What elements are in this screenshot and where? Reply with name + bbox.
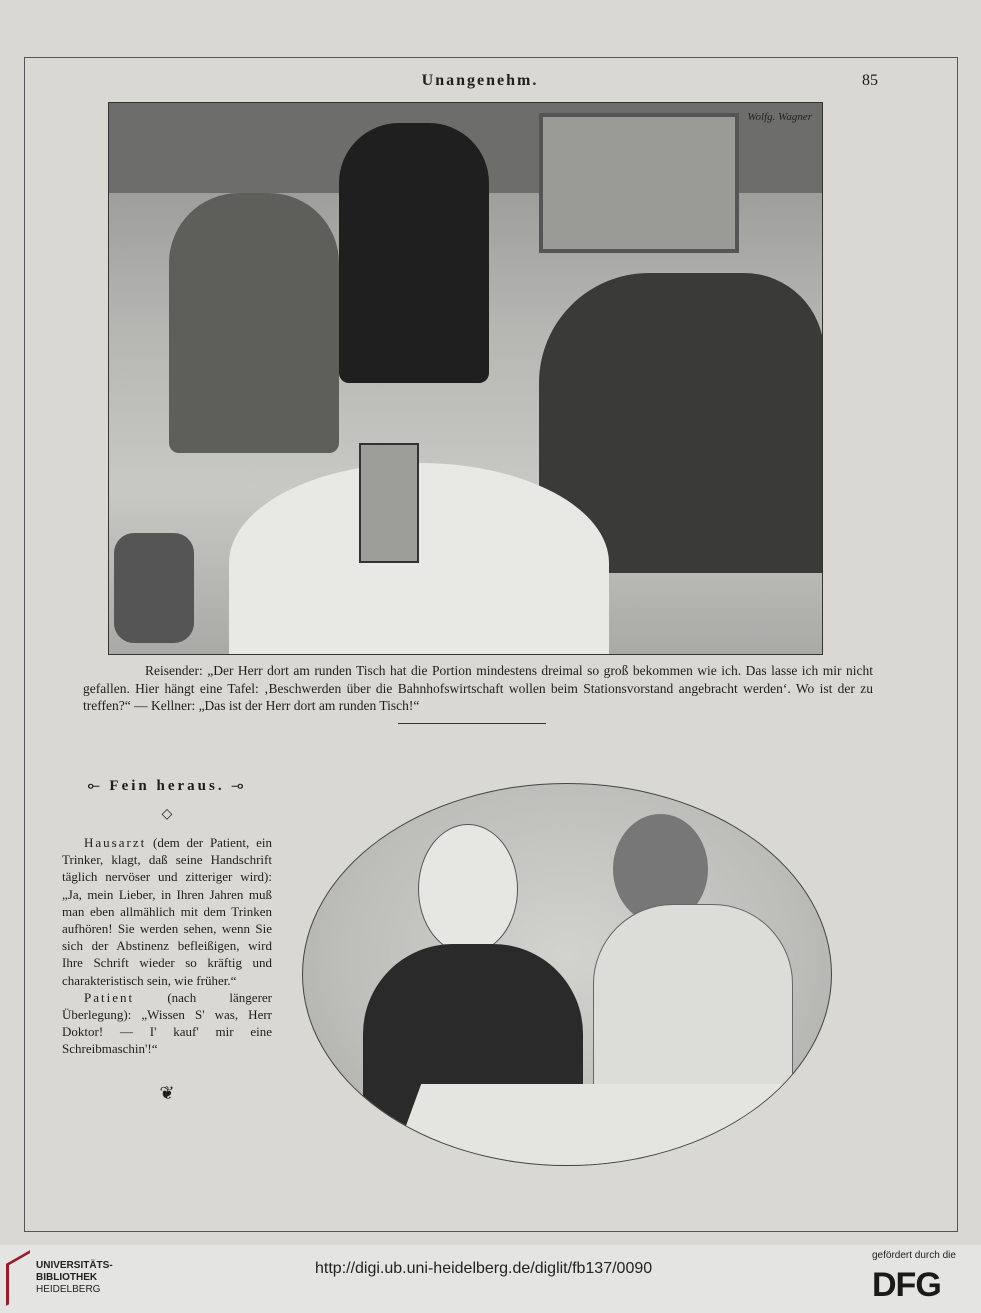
speaker-doctor: Hausarzt bbox=[84, 835, 147, 850]
ornament-vignette-icon: ❦ bbox=[159, 1082, 175, 1103]
library-line-2: BIBLIOTHEK bbox=[36, 1272, 98, 1283]
library-line-1: UNIVERSITÄTS- bbox=[36, 1260, 113, 1271]
dfg-logo[interactable]: DFG bbox=[872, 1266, 941, 1304]
artist-signature: Wolfg. Wagner bbox=[747, 111, 812, 123]
caption-unangenehm bbox=[83, 662, 873, 715]
caption-block bbox=[83, 662, 873, 724]
paragraph-2: (nach längerer Überlegung): „Wissen S' was, Herr Doktor! — I' kauf' mir eine Schreibmaschin'!“ bbox=[62, 989, 272, 1057]
paragraph-1: (dem der Patient, ein Trinker, klagt, daß seine Handschrift täglich nervöser und zitteriger wird): „Ja, mein Lieber, in Ihren Jahren muß man eben allmählich mit dem Trinken aufhören! Sie werden sehen, wenn Sie sich der Abstinenz befleißigen, wird Ihre Schrift wieder so kräftig und charakteristisch sein, wie früher.“ bbox=[62, 835, 272, 988]
article-text bbox=[62, 806, 272, 1104]
caption-text: Reisender: „Der Herr dort am runden Tisch hat die Portion mindestens dreimal so groß bekommen wie ich. Das lasse ich mir nicht gefallen. Hier hängt eine Tafel: ‚Beschwerden über die Bahnhofswirtschaft wollen beim Stationsvorstand angebracht werden‘. Wo ist der zu treffen?“ — Kellner: „Das ist der Herr dort am runden Tisch!“ bbox=[83, 663, 873, 713]
footer-bar bbox=[0, 1245, 981, 1313]
funding-note: gefördert durch die bbox=[872, 1250, 956, 1261]
running-title: Unangenehm. bbox=[421, 72, 539, 89]
article-title-text: Fein heraus. bbox=[109, 778, 225, 794]
permalink-url[interactable]: http://digi.ub.uni-heidelberg.de/diglit/fb137/0090 bbox=[315, 1260, 653, 1277]
illustration-doctor-patient bbox=[302, 783, 832, 1166]
page-number: 85 bbox=[862, 72, 878, 89]
illustration-restaurant bbox=[108, 102, 823, 655]
ornament-diamond-icon: ◇ bbox=[161, 807, 173, 822]
library-line-3: HEIDELBERG bbox=[36, 1284, 101, 1295]
article-title: ⟜ Fein heraus. ⊸ bbox=[87, 778, 247, 794]
divider bbox=[398, 723, 546, 724]
speaker-patient: Patient bbox=[84, 989, 135, 1005]
library-logo[interactable] bbox=[36, 1260, 113, 1296]
